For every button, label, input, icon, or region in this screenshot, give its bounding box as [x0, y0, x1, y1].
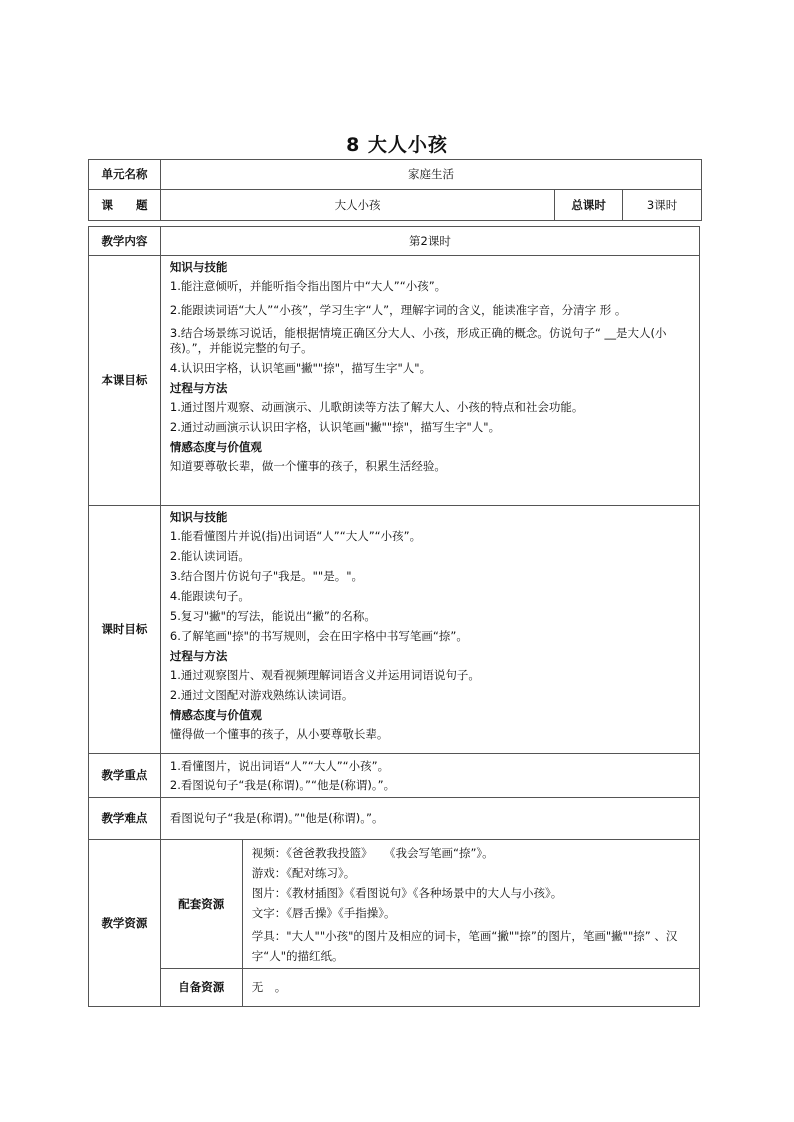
section-title: 过程与方法: [169, 649, 228, 663]
goal-line: 1.通过图片观察、动画演示、儿歌朗读等方法了解大人、小孩的特点和社会功能。: [169, 400, 584, 414]
section-title: 知识与技能: [169, 510, 228, 524]
goal-line: 4.能跟读句子。: [169, 589, 250, 603]
key-point-line: 2.看图说句子“我是(称谓)。”“他是(称谓)。”。: [169, 777, 396, 792]
page-title: 8 大人小孩: [346, 134, 448, 156]
goal-line: 4.认识田字格，认识笔画"撇""捺"，描写生字"人"。: [169, 361, 432, 375]
resource-line: 文字：《唇舌操》《手指操》。: [251, 906, 396, 920]
own-resources-label: 自备资源: [160, 969, 242, 1007]
supporting-resources-list: [242, 840, 699, 969]
lesson-label: 课 题: [89, 190, 161, 221]
resource-line: 游戏：《配对练习》。: [251, 866, 356, 880]
goal-line: 1.通过观察图片、观看视频理解词语含义并运用词语说句子。: [169, 668, 480, 682]
total-hours-label: 总课时: [555, 190, 623, 221]
total-hours-value: 3课时: [623, 190, 702, 221]
content-label: 教学内容: [89, 227, 161, 256]
content-value: 第2课时: [160, 227, 699, 256]
goal-line: 6.了解笔画"捺"的书写规则，会在田字格中书写笔画“捺”。: [169, 629, 468, 643]
resources-label: 教学资源: [89, 840, 161, 1007]
goal-line: 2.通过动画演示认识田字格，认识笔画"撇""捺"，描写生字"人"。: [169, 420, 501, 434]
goal-line: 3.结合图片仿说句子"我是。""是。"。: [169, 569, 364, 583]
key-points-content: [160, 754, 699, 798]
goal-line: 2.能认读词语。: [169, 549, 250, 563]
goal-line: 1.能看懂图片并说(指)出词语“人”“大人”“小孩”。: [169, 529, 422, 543]
supporting-resources-label: 配套资源: [160, 840, 242, 969]
lesson-value: 大人小孩: [160, 190, 554, 221]
goals-label: 本课目标: [89, 256, 161, 506]
goal-line: 懂得做一个懂事的孩子，从小要尊敬长辈。: [169, 727, 389, 741]
resource-line: 学具："大人""小孩"的图片及相应的词卡，笔画“撇""捺”的图片，笔画"撇""捺” 、汉字“人"的描红纸。: [251, 929, 678, 963]
goal-line: 3.结合场景练习说话，能根据情境正确区分大人、小孩，形成正确的概念。仿说句子“ __是大人(小孩)。”，并能说完整的句子。: [169, 326, 667, 355]
unit-label: 单元名称: [89, 160, 161, 190]
key-points-label: 教学重点: [89, 754, 161, 798]
own-resources-value: 无 。: [242, 969, 699, 1007]
unit-value: 家庭生活: [160, 160, 701, 190]
section-title: 过程与方法: [169, 381, 228, 395]
resource-line: 视频：《爸爸教我投篮》 《我会写笔画“捺”》。: [251, 846, 494, 860]
period-goals-label: 课时目标: [89, 506, 161, 754]
difficulty-text: 看图说句子“我是(称谓)。”"他是(称谓)。”。: [160, 798, 699, 840]
period-goals-content: [160, 506, 699, 754]
section-title: 情感态度与价值观: [169, 440, 262, 454]
goal-line: 2.能跟读词语“大人”“小孩”，学习生字“人”，理解字词的含义，能读准字音，分清字 形 。: [169, 303, 627, 317]
goal-line: 5.复习"撇"的写法，能说出“撇”的名称。: [169, 609, 376, 623]
goal-line: 2.通过文图配对游戏熟练认读词语。: [169, 688, 354, 702]
main-table: [88, 226, 700, 1007]
key-point-line: 1.看懂图片，说出词语“人”“大人”“小孩”。: [169, 758, 390, 773]
resource-line: 图片：《教材插图》《看图说句》《各种场景中的大人与小孩》。: [251, 886, 563, 900]
goals-content: [160, 256, 699, 506]
goal-line: 知道要尊敬长辈，做一个懂事的孩子，积累生活经验。: [169, 459, 446, 473]
goal-line: 1.能注意倾听，并能听指令指出图片中“大人”“小孩”。: [169, 279, 447, 293]
header-table: [88, 159, 702, 221]
difficulty-label: 教学难点: [89, 798, 161, 840]
section-title: 知识与技能: [169, 260, 228, 274]
section-title: 情感态度与价值观: [169, 708, 262, 722]
